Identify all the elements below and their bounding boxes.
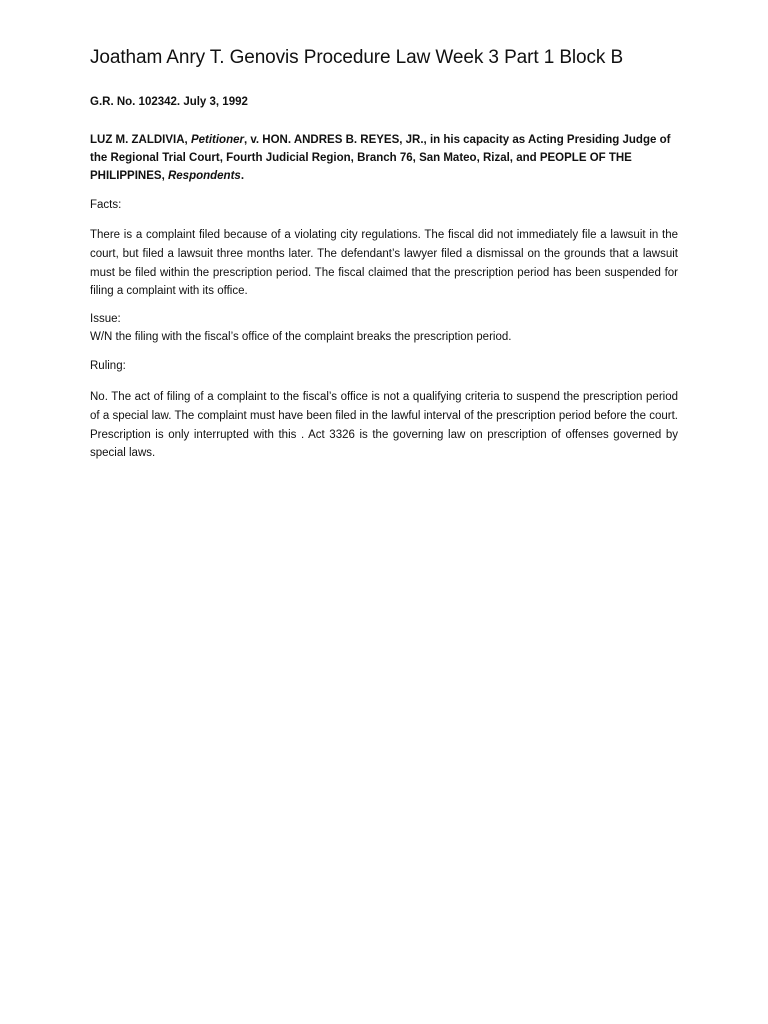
ruling-paragraph: No. The act of filing of a complaint to the fiscal’s office is not a qualifying criteria to suspend the prescription period of a special law. The complaint must have been filed in the lawful interval of the prescription period before the court. Prescription is only interrupted with this . Act 3326 is the governing law on prescription of offenses governed by special laws. <box>90 391 678 460</box>
case-caption <box>90 131 678 185</box>
petitioner-name: LUZ M. ZALDIVIA, <box>90 134 191 146</box>
facts-paragraph: There is a complaint filed because of a violating city regulations. The fiscal did not immediately file a lawsuit in the court, but filed a lawsuit three months later. The defendant’s lawyer filed a dismissal on the grounds that a lawsuit must be filed within the prescription period. The fiscal claimed that the prescription period has been suspended for filing a complaint with its office. <box>90 229 678 298</box>
caption-parties: , v. HON. ANDRES B. REYES, JR., in his capacity as Acting Presiding Judge of the Regional Trial Court, Fourth Judicial Region, Branch 76, San Mateo, Rizal, and PEOPLE OF THE PHILIPPINES, <box>90 134 671 182</box>
facts-heading: Facts: <box>90 199 122 211</box>
petitioner-role: Petitioner <box>190 134 244 146</box>
document-title: Joatham Anry T. Genovis Procedure Law Week 3 Part 1 Block B <box>90 47 624 68</box>
issue-heading: Issue: <box>90 313 121 325</box>
respondent-role: Respondents <box>167 170 241 182</box>
ruling-heading: Ruling: <box>90 360 126 372</box>
caption-end: . <box>240 170 245 182</box>
case-number: G.R. No. 102342. July 3, 1992 <box>90 96 248 108</box>
issue-paragraph: W/N the filing with the fiscal’s office of the complaint breaks the prescription period. <box>90 331 512 343</box>
